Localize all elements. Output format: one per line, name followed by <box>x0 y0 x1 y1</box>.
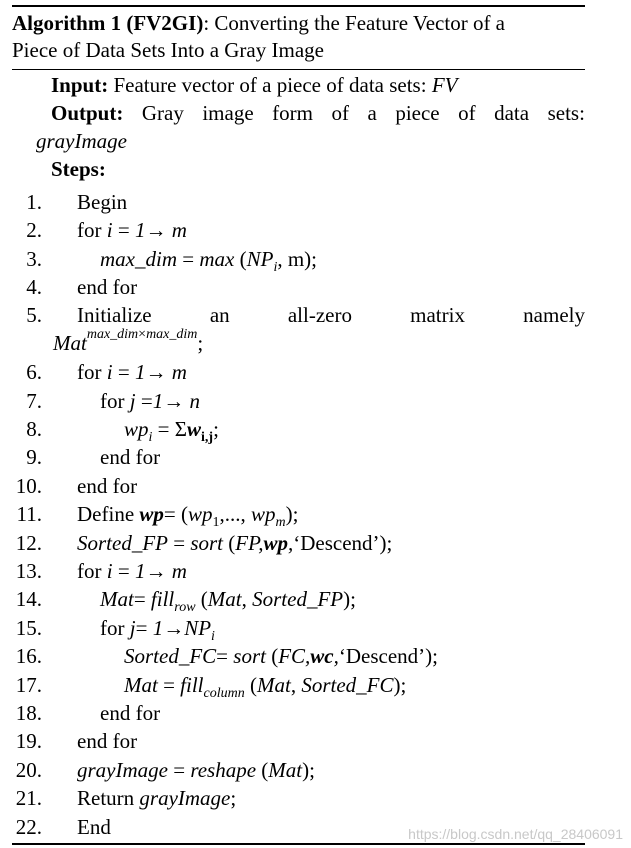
code-line-5: Initialize an all-zero matrix namely <box>77 303 585 327</box>
output-w1: Gray <box>141 101 184 125</box>
line-number: 7. <box>26 389 42 413</box>
line-number: 10. <box>15 474 42 498</box>
code-line-4: end for <box>77 275 138 299</box>
line-number: 17. <box>15 673 42 697</box>
code-line-6: for i = 1→ m <box>77 360 187 384</box>
input-var: FV <box>431 73 458 97</box>
watermark: https://blog.csdn.net/qq_28406091 <box>408 826 623 842</box>
code-line-8: $wp_i = \Sigma w_{i,j}$; <box>124 417 219 446</box>
output-label: Output: <box>51 101 124 125</box>
line-number: 14. <box>15 587 42 611</box>
line-number: 8. <box>26 417 42 441</box>
code-line-19: end for <box>77 729 138 753</box>
line-number: 3. <box>26 247 42 271</box>
code-line-3: max_dim = $\max (NP_i$, m); <box>100 247 317 276</box>
code-line-17: Mat = fill$_{column}$ (Mat, Sorted_FC); <box>124 673 407 702</box>
code-line-14: Mat= fill$_{row}$ (Mat, Sorted_FP); <box>100 587 356 616</box>
code-line-18: end for <box>100 701 161 725</box>
code-line-11: Define $wp= (wp_1$,..., $wp_m$); <box>77 502 299 531</box>
algorithm-title-line1 <box>12 11 505 36</box>
output-w9: sets: <box>547 101 585 125</box>
algorithm-label: Algorithm 1 (FV2GI) <box>12 11 204 35</box>
code-line-2: for i = 1→ m <box>77 218 187 242</box>
code-line-7: for j =1→ n <box>100 389 200 413</box>
header-rule <box>12 69 585 70</box>
line-number: 20. <box>15 758 42 782</box>
line-number: 19. <box>15 729 42 753</box>
code-line-10: end for <box>77 474 138 498</box>
line-number: 22. <box>15 815 42 839</box>
input-label: Input: <box>51 73 109 97</box>
line-number: 9. <box>26 445 42 469</box>
code-line-21: Return grayImage; <box>77 786 237 810</box>
code-line-5-cont: Mat$^{max\_dim\times max\_dim}$; <box>53 327 204 355</box>
line-number: 18. <box>15 701 42 725</box>
output-w8: data <box>494 101 530 125</box>
output-line <box>51 101 585 126</box>
line-number: 16. <box>15 644 42 668</box>
line-number: 15. <box>15 616 42 640</box>
line-number: 6. <box>26 360 42 384</box>
line-number: 13. <box>15 559 42 583</box>
code-line-16: Sorted_FC= sort (FC,wc,‘Descend’); <box>124 644 438 668</box>
line-number: 12. <box>15 531 42 555</box>
output-w4: of <box>331 101 349 125</box>
output-w5: a <box>367 101 377 125</box>
code-line-20: grayImage = reshape (Mat); <box>77 758 315 782</box>
line-number: 21. <box>15 786 42 810</box>
code-line-12: Sorted_FP = sort (FP,wp,‘Descend’); <box>77 531 393 555</box>
output-var: grayImage <box>36 129 127 153</box>
code-line-22: End <box>77 815 111 839</box>
line-number: 1. <box>26 190 42 214</box>
output-w7: of <box>458 101 476 125</box>
output-w6: piece <box>395 101 440 125</box>
line-number: 11. <box>16 502 42 526</box>
code-line-1: Begin <box>77 190 128 214</box>
output-w2: image <box>202 101 254 125</box>
output-w3: form <box>272 101 313 125</box>
code-line-13: for i = 1→ m <box>77 559 187 583</box>
code-line-15: for $j= 1\to NP_i$ <box>100 616 215 645</box>
line-number: 5. <box>26 303 42 327</box>
bottom-rule <box>12 843 585 845</box>
algorithm-title-rest: : Converting the Feature Vector of a <box>203 11 506 35</box>
line-number: 4. <box>26 275 42 299</box>
top-rule <box>12 5 585 7</box>
line-number: 2. <box>26 218 42 242</box>
input-text: Feature vector of a piece of data sets: <box>113 73 427 97</box>
algorithm-title-line2: Piece of Data Sets Into a Gray Image <box>12 38 324 62</box>
code-line-9: end for <box>100 445 161 469</box>
input-line <box>51 73 457 98</box>
steps-label: Steps: <box>51 157 106 181</box>
